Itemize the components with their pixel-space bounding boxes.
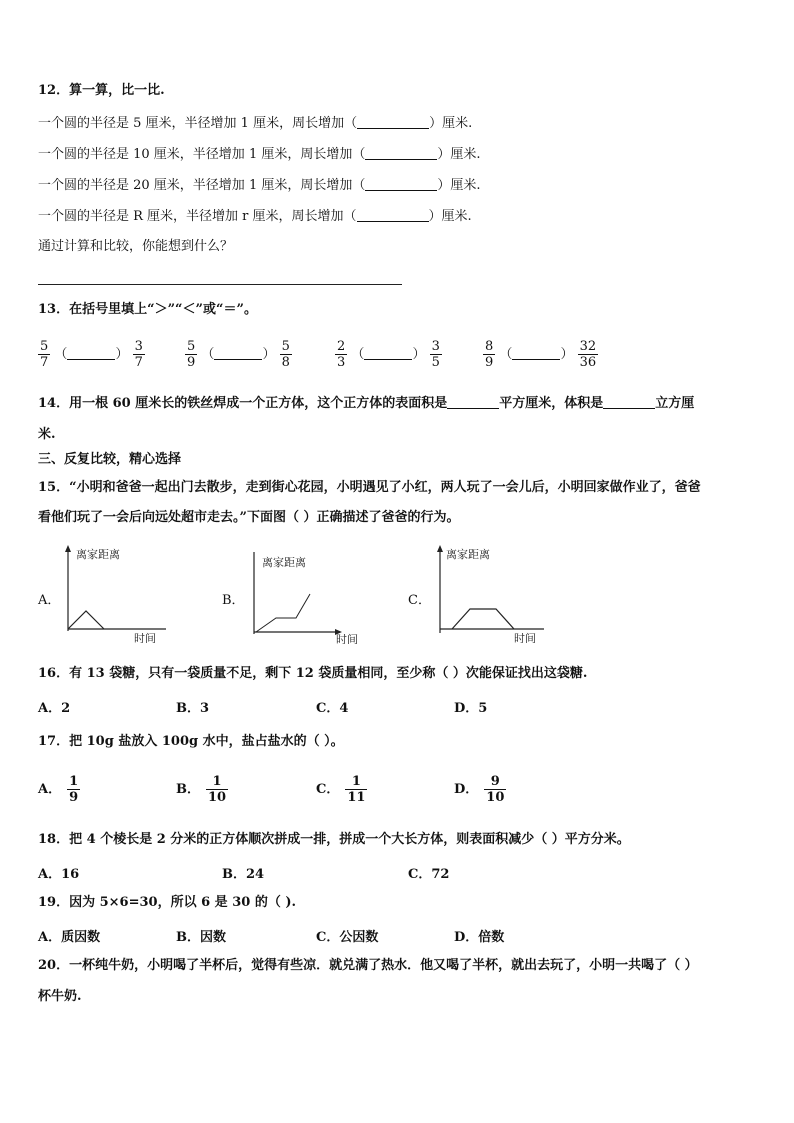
q18-option-b[interactable]: B．24 (222, 867, 265, 882)
q12-line-1-unit: ）厘米. (429, 116, 473, 131)
q17-option-a[interactable]: A． $\frac{1}{9}$ (38, 774, 79, 805)
graph-c-ylabel: 离家距离 (446, 548, 490, 561)
fraction: $\frac{3}{7}$ (134, 339, 143, 370)
q16-option-c[interactable]: C．4 (316, 701, 349, 716)
q13-comparisons (38, 338, 598, 372)
fraction: $\frac{3}{5}$ (431, 339, 440, 370)
graph-c-xlabel: 时间 (514, 632, 536, 643)
q17-option-d[interactable]: D． $\frac{9}{10}$ (454, 774, 505, 805)
q20-line-2: 杯牛奶. (38, 989, 82, 1004)
fraction: $\frac{9}{10}$ (486, 774, 505, 805)
fraction: $\frac{1}{10}$ (208, 774, 227, 805)
fraction: $\frac{8}{9}$ (485, 339, 494, 370)
q14-text-a: 14．用一根 60 厘米长的铁丝焊成一个正方体，这个正方体的表面积是 (38, 396, 448, 411)
graph-a (58, 543, 168, 643)
q12-line-1-text: 一个圆的半径是 5 厘米，半径增加 1 厘米，周长增加（ (38, 116, 358, 131)
answer-blank[interactable] (365, 176, 437, 191)
q17-option-c[interactable]: C． $\frac{1}{11}$ (316, 774, 366, 805)
graph-c (430, 543, 550, 643)
q16-option-d[interactable]: D．5 (454, 701, 488, 716)
q19-option-b[interactable]: B．因数 (176, 930, 226, 945)
q18-option-a[interactable]: A．16 (38, 867, 80, 882)
comparison-1: $\frac{5}{7}$ （ ） $\frac{3}{7}$ (40, 339, 143, 370)
comparison-2: $\frac{5}{9}$ （ ） $\frac{5}{8}$ (187, 339, 290, 370)
q18-option-c[interactable]: C．72 (408, 867, 450, 882)
section-heading: 三、反复比较，精心选择 (38, 452, 182, 467)
graph-a-ylabel: 离家距离 (76, 548, 120, 561)
answer-blank[interactable] (357, 207, 429, 222)
q12-line-2-text: 一个圆的半径是 10 厘米，半径增加 1 厘米，周长增加（ (38, 147, 366, 162)
comparison-blank[interactable] (364, 345, 412, 360)
answer-blank[interactable] (365, 145, 437, 160)
comparison-3: $\frac{2}{3}$ （ ） $\frac{3}{5}$ (337, 339, 440, 370)
q15-option-c-label[interactable]: C． (408, 593, 431, 608)
q16-option-a[interactable]: A．2 (38, 701, 71, 716)
q12-line-4 (38, 207, 472, 226)
q12-line-4-text: 一个圆的半径是 R 厘米，半径增加 r 厘米，周长增加（ (38, 209, 357, 224)
graph-a-xlabel: 时间 (134, 632, 156, 643)
q15-line-1: 15．“小明和爸爸一起出门去散步，走到街心花园，小明遇见了小红，两人玩了一会儿后，小明回家做作业了，爸爸 (38, 480, 701, 495)
q16-text: 16．有 13 袋糖，只有一袋质量不足，剩下 12 袋质量相同，至少称（ ）次能保证找出这袋糖. (38, 666, 588, 681)
fraction: $\frac{2}{3}$ (337, 339, 346, 370)
q15-option-b-label[interactable]: B． (222, 593, 245, 608)
comparison-blank[interactable] (214, 345, 262, 360)
q14-text-b: 平方厘米，体积是 (499, 396, 604, 411)
q15-option-a-label[interactable]: A． (38, 593, 61, 608)
fraction: $\frac{1}{11}$ (347, 774, 366, 805)
q18-text: 18．把 4 个棱长是 2 分米的正方体顺次拼成一排，拼成一个大长方体，则表面积减少（ ）平方分米。 (38, 832, 630, 847)
fraction: $\frac{5}{9}$ (187, 339, 196, 370)
q20-line-1: 20．一杯纯牛奶，小明喝了半杯后，觉得有些凉．就兑满了热水．他又喝了半杯，就出去玩了，小明一共喝了（ ） (38, 958, 698, 973)
fraction: $\frac{5}{7}$ (40, 339, 49, 370)
q13-title: 13．在括号里填上“＞”“＜”或“＝”。 (38, 302, 257, 317)
q14-line-1 (38, 394, 694, 413)
answer-blank[interactable] (603, 394, 655, 409)
q12-line-2-unit: ）厘米. (437, 147, 481, 162)
graph-b-ylabel: 离家距离 (262, 556, 306, 569)
comparison-blank[interactable] (67, 345, 115, 360)
fraction: $\frac{32}{36}$ (579, 339, 597, 370)
q12-line-3 (38, 176, 480, 195)
q17-option-b[interactable]: B． $\frac{1}{10}$ (176, 774, 227, 805)
answer-blank[interactable] (447, 394, 499, 409)
answer-blank[interactable] (357, 114, 429, 129)
q12-question: 通过计算和比较，你能想到什么？ (38, 239, 234, 254)
q12-line-3-unit: ）厘米. (437, 178, 481, 193)
answer-line[interactable] (38, 284, 402, 285)
q19-option-a[interactable]: A．质因数 (38, 930, 101, 945)
q16-option-b[interactable]: B．3 (176, 701, 210, 716)
q14-line-2: 米. (38, 427, 56, 442)
q12-line-2 (38, 145, 480, 164)
q14-text-c: 立方厘 (655, 396, 695, 411)
q19-option-d[interactable]: D．倍数 (454, 930, 505, 945)
comparison-blank[interactable] (512, 345, 560, 360)
q19-text: 19．因为 5×6=30，所以 6 是 30 的（ ). (38, 895, 297, 910)
q12-line-1 (38, 114, 472, 133)
q12-title: 12．算一算，比一比. (38, 83, 165, 98)
q19-option-c[interactable]: C．公因数 (316, 930, 379, 945)
fraction: $\frac{5}{8}$ (281, 339, 290, 370)
q17-text: 17．把 10g 盐放入 100g 水中，盐占盐水的（ ）。 (38, 734, 344, 749)
comparison-4: $\frac{8}{9}$ （ ） $\frac{32}{36}$ (485, 339, 597, 370)
q12-line-4-unit: ）厘米. (428, 209, 472, 224)
q12-line-3-text: 一个圆的半径是 20 厘米，半径增加 1 厘米，周长增加（ (38, 178, 366, 193)
q15-line-2: 看他们玩了一会后向远处超市走去。”下面图（ ）正确描述了爸爸的行为。 (38, 510, 460, 525)
graph-b (246, 548, 366, 644)
graph-b-xlabel: 时间 (336, 633, 358, 644)
fraction: $\frac{1}{9}$ (69, 774, 79, 805)
